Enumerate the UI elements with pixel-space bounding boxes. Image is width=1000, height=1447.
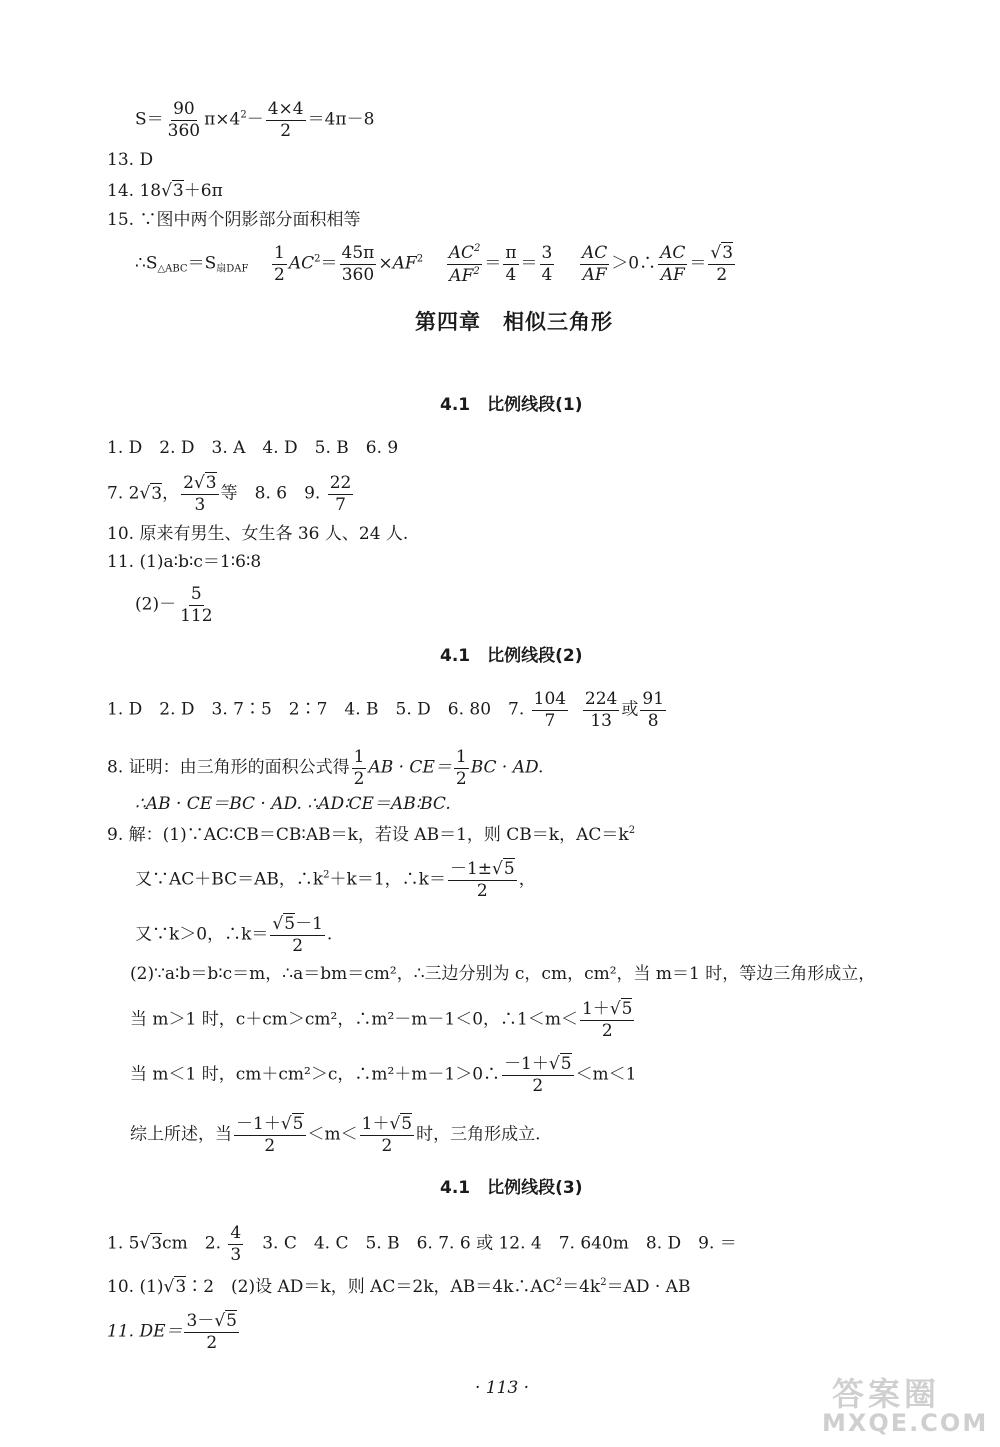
- answer-14: 14. 18√3＋6π: [107, 181, 223, 201]
- s2-line-4: 9. 解：(1)∵AC∶CB＝CB∶AB＝k，若设 AB＝1，则 CB＝k，$AC=k^2$: [107, 825, 636, 845]
- s2-line-10: 综上所述，当 $\frac{-1+√5}{2}$ ＜m＜ $\frac{1+√5}{2}$ 时，三角形成立.: [130, 1114, 541, 1156]
- s3-line-1: 1. 5√3cm 2. $\frac{4}{3}$ 3. C 4. C 5. B 6. 7. 6 或 12. 4 7. 640m 8. D 9. ＝: [107, 1223, 737, 1265]
- s1-line-1: 1. D 2. D 3. A 4. D 5. B 6. 9: [107, 438, 399, 458]
- s2-line-1: 1. D 2. D 3. 7∶5 2∶7 4. B 5. D 6. 80 7. $\frac{104}{7}$ $\frac{224}{13}$ 或 $\frac{91}{8}$: [107, 689, 665, 731]
- s1-line-2: 7. 2√3， $\frac{2√3}{3}$ 等 8. 6 9. $\frac{22}{7}$: [107, 473, 352, 515]
- answer-15-equation: $\therefore S_{\triangle ABC}=S_{扇DAF}$ $\frac{1}{2}$ $AC^2=$ $\frac{45\pi}{360}$ $\times AF^2$ $\frac{AC^2}{AF^2}$ ＝ $\frac{\pi}{4}$ ＝ $\frac{3}{4}$ $\frac{AC}{AF}$ ＞0∴ $\frac{AC}{AF}$ ＝ $\frac{√3}{2}$: [135, 243, 734, 286]
- s2-line-6: 又∵k＞0，∴k＝ $\frac{√5-1}{2}$ .: [135, 914, 333, 956]
- s3-line-2: 10. (1)√3∶2 (2)设 AD＝k，则 AC＝2k，$AB=4k\therefore AC^2=4k^2=AD$ · AB: [107, 1277, 691, 1297]
- s2-line-8: 当 m＞1 时，c＋cm＞cm²，∴m²－m－1＜0，∴1＜m＜ $\frac{1+√5}{2}$: [130, 999, 633, 1041]
- page-number: · 113 ·: [475, 1378, 530, 1398]
- s2-line-9: 当 m＜1 时，cm＋cm²＞c，∴m²＋m－1＞0∴ $\frac{-1+√5}{2}$ ＜m＜1: [130, 1054, 637, 1096]
- s2-line-7: (2)∵a∶b＝b∶c＝m，∴a＝bm＝cm²，∴三边分别为 c，cm，cm²，当 m＝1 时，等边三角形成立，: [130, 964, 876, 984]
- answer-15: 15. ∵图中两个阴影部分面积相等: [107, 210, 361, 230]
- s2-line-3: ∴AB · CE＝BC · AD. ∴AD∶CE＝AB∶BC.: [135, 794, 451, 814]
- s2-line-5: 又∵AC＋BC＝AB，$\therefore k^2+k=1$，∴k＝ $\frac{-1\pm√5}{2}$ ，: [135, 859, 536, 901]
- chapter-title: 第四章 相似三角形: [415, 310, 613, 334]
- section-title-2: 4.1 比例线段(2): [440, 646, 583, 666]
- s1-line-3: 10. 原来有男生、女生各 36 人、24 人.: [107, 524, 409, 544]
- area-formula: S＝ $\frac{90}{360}$ $\pi\times 4^2-$ $\frac{4\times 4}{2}$ ＝4π－8: [135, 99, 375, 141]
- watermark-text: 答案圈: [832, 1375, 941, 1413]
- s3-line-3: 11. DE＝ $\frac{3-√5}{2}$: [107, 1311, 237, 1353]
- s2-line-2: 8. 证明：由三角形的面积公式得 $\frac{1}{2}$ AB · CE＝ $\frac{1}{2}$ BC · AD.: [107, 747, 544, 789]
- watermark-logo: [802, 1369, 992, 1439]
- section-title-3: 4.1 比例线段(3): [440, 1178, 583, 1198]
- s1-line-5: (2)－ $\frac{5}{112}$: [135, 584, 213, 626]
- answer-13: 13. D: [107, 150, 154, 170]
- section-title-1: 4.1 比例线段(1): [440, 395, 583, 415]
- watermark-url: MXQE.COM: [822, 1409, 989, 1437]
- s1-line-4: 11. (1)a∶b∶c＝1∶6∶8: [107, 552, 262, 572]
